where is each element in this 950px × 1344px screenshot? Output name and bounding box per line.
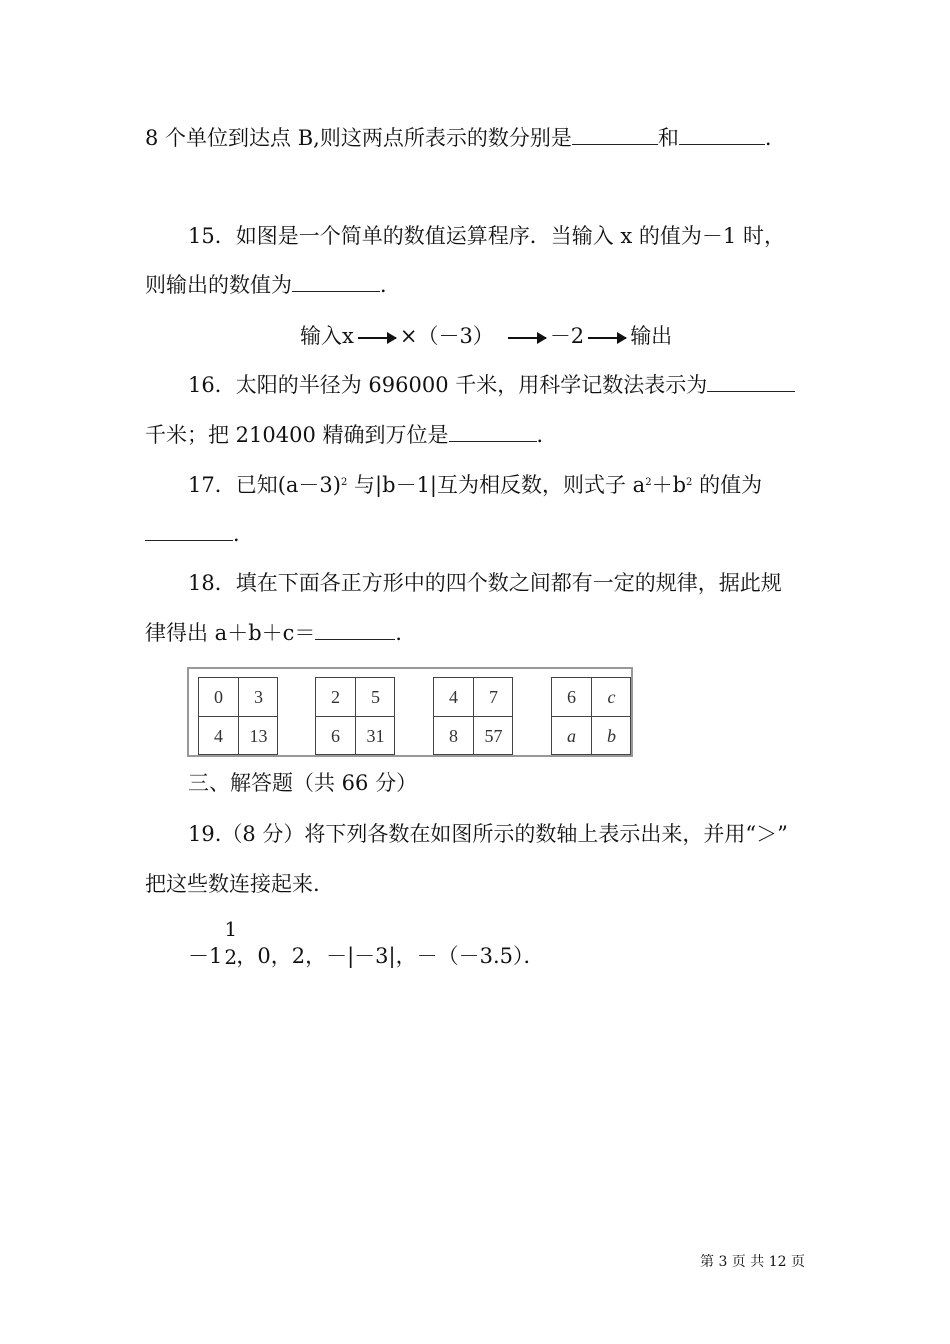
- flow-step2: －2: [549, 324, 585, 348]
- arrow-icon: [358, 337, 396, 339]
- answer-blank[interactable]: [707, 371, 795, 392]
- arrow-icon: [588, 337, 626, 339]
- q16-end: ．: [536, 423, 558, 447]
- square-cell: 8: [449, 725, 458, 746]
- answer-blank[interactable]: [449, 421, 537, 442]
- q14-tail-line: [145, 124, 772, 152]
- q18-line2-text: 律得出 a＋b＋c＝: [145, 621, 316, 645]
- q17-part2: 与|b－1|互为相反数，则式子 a: [347, 473, 646, 497]
- superscript: 2: [645, 477, 652, 488]
- number-square: [315, 677, 395, 755]
- square-cell: b: [607, 725, 616, 746]
- square-cell: a: [567, 725, 576, 746]
- superscript: 2: [686, 477, 693, 488]
- square-cell: 57: [484, 725, 503, 746]
- square-cell: c: [607, 686, 616, 707]
- fraction-denominator: 2: [224, 945, 238, 969]
- q19-line2: 把这些数连接起来.: [145, 872, 320, 896]
- superscript: 2: [341, 477, 348, 488]
- square-cell: 4: [214, 725, 223, 746]
- flow-output: 输出: [630, 324, 673, 348]
- page-footer: 第 3 页 共 12 页: [700, 1254, 805, 1270]
- fraction: [222, 917, 238, 969]
- number-square: [551, 677, 631, 755]
- q14-end: .: [764, 126, 772, 150]
- square-cell: 31: [366, 725, 385, 746]
- q18-line1: 18．填在下面各正方形中的四个数之间都有一定的规律，据此规: [188, 571, 782, 595]
- q17-part3: ＋b: [651, 473, 687, 497]
- q17-part4: 的值为: [692, 473, 763, 497]
- q19-numbers: [188, 917, 545, 970]
- number-list: ，0，2，－|－3|，－（－3.5）．: [236, 944, 545, 968]
- square-cell: 5: [371, 686, 380, 707]
- square-cell: 6: [567, 686, 576, 707]
- q17-end: ．: [233, 522, 254, 546]
- square-cell: 4: [449, 686, 458, 707]
- q16-line2-text: 千米；把 210400 精确到万位是: [145, 423, 449, 447]
- arrow-icon: [508, 337, 546, 339]
- q19-line1: 19.（8 分）将下列各数在如图所示的数轴上表示出来，并用“＞”: [188, 822, 788, 846]
- q15-line2-text: 则输出的数值为: [145, 273, 292, 297]
- q18-line2: [145, 619, 416, 647]
- section-title: 三、解答题（共 66 分）: [188, 771, 418, 795]
- answer-blank[interactable]: [145, 520, 233, 541]
- q15-line1: 15．如图是一个简单的数值运算程序．当输入 x 的值为－1 时，: [188, 224, 785, 248]
- q17-line2: [145, 520, 254, 548]
- flow-step1: ×（－3）: [399, 324, 494, 348]
- q17-part1: 17．已知(a－3): [188, 473, 341, 497]
- q14-tail-text: 8 个单位到达点 B,则这两点所表示的数分别是: [145, 126, 572, 150]
- square-cell: 0: [214, 686, 223, 707]
- answer-blank[interactable]: [679, 124, 765, 145]
- q15-line2: [145, 271, 401, 299]
- q18-end: ．: [395, 621, 417, 645]
- square-cell: 6: [331, 725, 340, 746]
- q17-line1: [188, 471, 762, 499]
- answer-blank[interactable]: [572, 124, 658, 145]
- square-cell: 2: [331, 686, 340, 707]
- square-cell: 3: [254, 686, 263, 707]
- q16-line1: [188, 371, 795, 399]
- number-squares-figure: [187, 667, 633, 757]
- q16-line2: [145, 421, 558, 449]
- fraction-numerator: 1: [224, 917, 238, 941]
- mixed-number-whole: －1: [188, 944, 223, 968]
- q15-end: ．: [380, 273, 401, 297]
- q15-flowchart: [300, 322, 672, 350]
- answer-blank[interactable]: [315, 619, 395, 640]
- square-cell: 7: [489, 686, 498, 707]
- answer-blank[interactable]: [292, 271, 380, 292]
- number-square: [433, 677, 513, 755]
- square-cell: 13: [249, 725, 268, 746]
- number-square: [198, 677, 278, 755]
- q14-and: 和: [657, 126, 679, 150]
- flow-input: 输入x: [300, 324, 354, 348]
- q16-line1-text: 16．太阳的半径为 696000 千米，用科学记数法表示为: [188, 373, 708, 397]
